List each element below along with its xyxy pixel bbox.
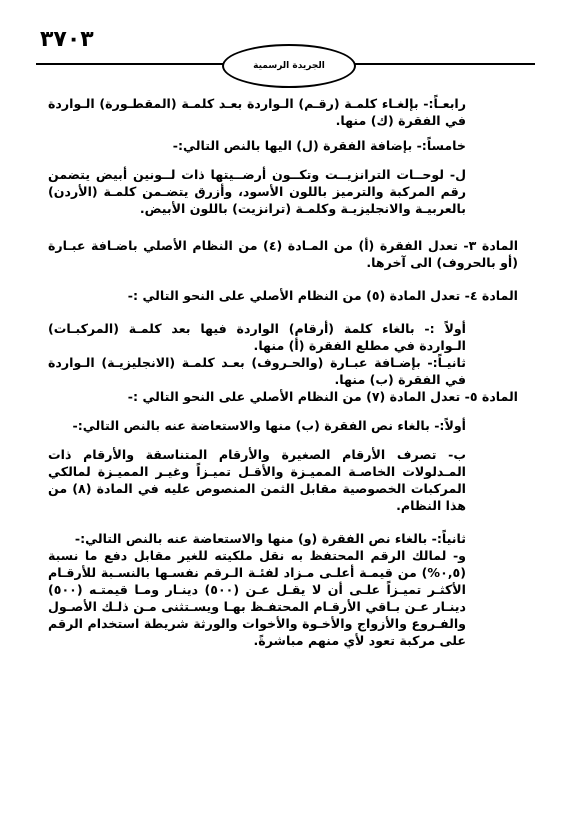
article-5-first: أولاً:- بالغاء نص الفقرة (ب) منها والاستعاضة عنه بالنص التالي:- [72,418,466,433]
publication-name: الجريدة الرسمية [253,61,325,71]
publication-name-oval [222,44,356,88]
paragraph-item-5: خامساً:- بإضافة الفقرة (ل) اليها بالنص التالي:- [172,138,466,153]
article-3: المادة ٣- تعدل الفقرة (أ) من المـادة (٤) من النظام الأصلي باضـافة عبـارة (أو بالحروف) الى آخرها. [48,238,519,270]
article-5: المادة ٥- تعدل المادة (٧) من النظام الأصلي على النحو التالي :- [127,389,518,404]
page-number: ٣٧٠٣ [40,27,94,52]
clause-b: ب- تصرف الأرقام الصغيرة والأرقام المتناسقة والأرقام ذات المـدلولات الخاصـة المميـزة والأقـل تميـزاً وغيـر المميـزة لمالكي المركبات الخصوصية مقابل الثمن المنصوص عليه في المادة (٨) من هذا النظام. [48,447,466,513]
article-4-first: أولاً :- بالغاء كلمة (أرقام) الواردة فيها بعد كلمـة (المركبـات) الـواردة في مطلع الفقرة (أ) منها. [48,321,466,353]
article-4-second: ثانيـاً:- بإضـافة عبـارة (والحـروف) بعـد كلمـة (الانجليزيـة) الـواردة في الفقرة (ب) منها. [48,355,466,387]
paragraph-item-4: رابعـاً:- بإلغـاء كلمـة (رقـم) الـواردة بعـد كلمـة (المقطـورة) الـواردة في الفقرة (ك) منها. [48,96,466,128]
clause-w: و- لمالك الرقم المحتفظ به نقل ملكيته للغير مقابل دفع ما نسبة (٠,٥%) من قيمـة أعلـى مـزاد لفئـة الـرقم نفسـها بالنسـبة للأرقـام الأكثـر تميـزاً علـى أن لا يقـل عـن (٥٠٠) دينـار ومـا قيمتـه (٥٠٠) دينـار عـن بـاقي الأرقـام المحتفـظ بهـا ويسـتثنى مـن ذلـك الأصـول والفـروع والأزواج والأخـوة والأخوات والورثة شريطة استخدام الرقم على مركبة تعود لأي منهم مباشرةً. [48,548,466,648]
document-body [48,95,518,649]
article-4: المادة ٤- تعدل المادة (٥) من النظام الأصلي على النحو التالي :- [127,288,518,303]
paragraph-clause-l: ل- لوحــات الترانزيــت وتكــون أرضــيتها ذات لــونين أبيض يتضمن رقم المركبة والترميز باللون الأسود، وأزرق يتضـمن كلمـة (الأردن) بالعربيـة والانجليزيـة وكلمـة (ترانزيت) باللون الأبيض. [48,167,466,216]
article-5-second: ثانياً:- بالغاء نص الفقرة (و) منها والاستعاضة عنه بالنص التالي:- [74,531,466,546]
